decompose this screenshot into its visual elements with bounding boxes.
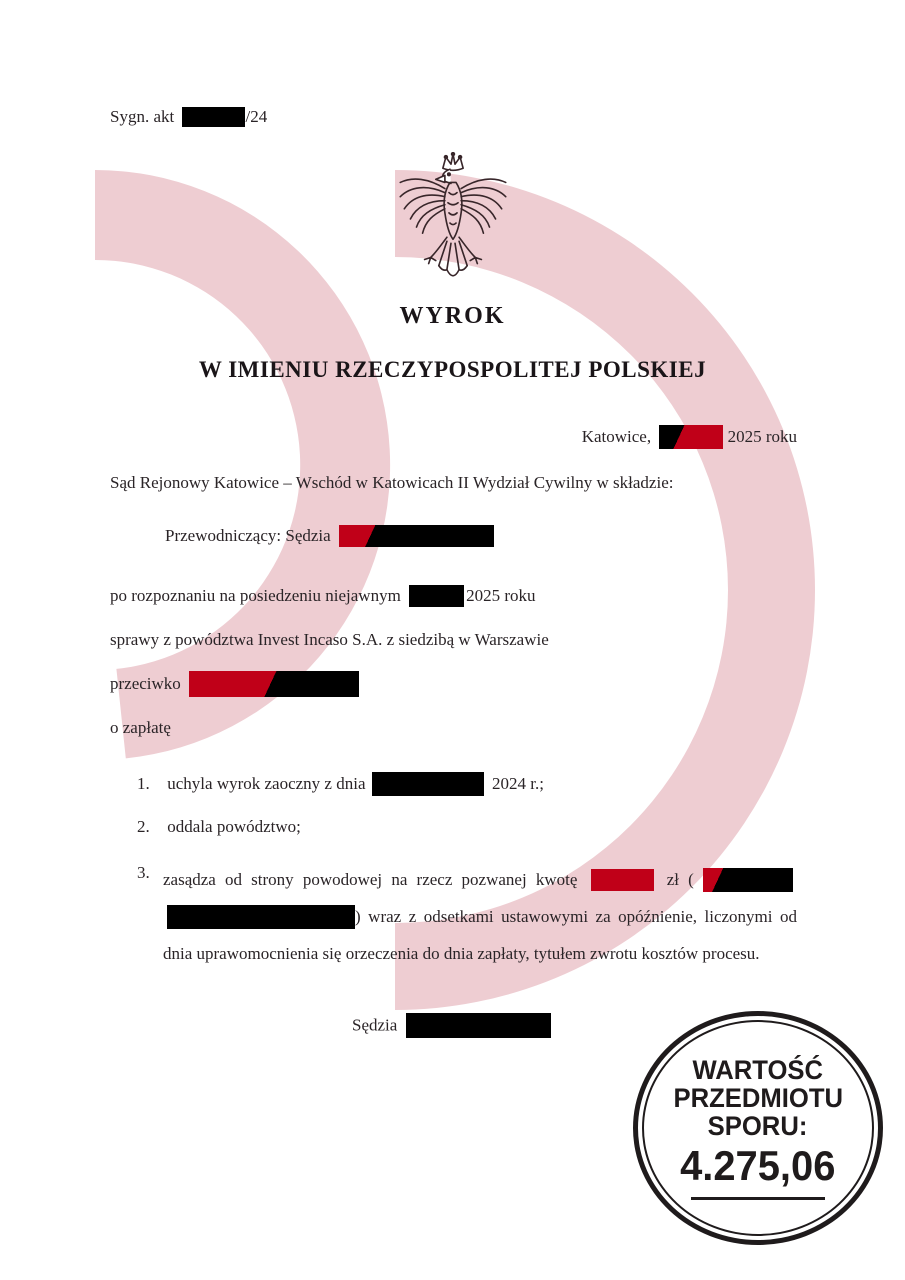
redaction-bar-amount-words-2 <box>167 905 355 929</box>
hearing-suffix: 2025 roku <box>466 586 536 605</box>
stamp-underline <box>691 1197 825 1200</box>
presiding-judge-line <box>165 526 498 548</box>
judge-label: Sędzia <box>352 1015 398 1035</box>
ruling3-part3: ) wraz z odsetkami ustawowymi za opóźnienie, liczonymi od dnia uprawomocnienia się orzeczenia do dnia zapłaty, tytułem zwrotu kosztów procesu. <box>163 907 797 963</box>
stamp-line-2: PRZEDMIOTU <box>673 1082 843 1113</box>
hearing-prefix: po rozpoznaniu na posiedzeniu niejawnym <box>110 586 401 605</box>
ruling-item-3 <box>137 861 799 972</box>
ruling-number: 3. <box>137 863 150 882</box>
claimant-line: sprawy z powództwa Invest Incaso S.A. z siedzibą w Warszawie <box>110 630 549 649</box>
case-number-prefix: Sygn. akt <box>110 107 175 126</box>
ruling-text-body <box>163 861 797 972</box>
place-date-prefix: Katowice, <box>581 426 652 446</box>
ruling-item-2 <box>137 817 301 837</box>
value-of-dispute-stamp <box>633 1011 883 1245</box>
eagle-left-wing <box>400 179 445 233</box>
ruling3-part2: zł ( <box>666 870 694 889</box>
ruling-number: 1. <box>137 773 150 793</box>
ruling-item-1 <box>137 773 544 797</box>
judge-signature-line <box>352 1014 555 1039</box>
place-date-line <box>582 426 797 450</box>
judgment-subtitle: W IMIENIU RZECZYPOSPOLITEJ POLSKIEJ <box>198 357 707 382</box>
redaction-bar-hearing-date <box>409 585 464 607</box>
ruling-number: 2. <box>137 817 150 836</box>
eagle-right-wing <box>461 179 506 233</box>
polish-eagle-emblem <box>392 152 514 292</box>
hearing-line <box>110 586 535 608</box>
court-line: Sąd Rejonowy Katowice – Wschód w Katowicach II Wydział Cywilny w składzie: <box>110 473 674 492</box>
case-number-line <box>110 107 267 128</box>
ruling3-part1: zasądza od strony powodowej na rzecz pozwanej kwotę <box>163 870 578 889</box>
redaction-bar-defendant <box>189 671 359 697</box>
redaction-bar-amount <box>591 869 654 891</box>
ruling-text: oddala powództwo; <box>167 817 301 836</box>
stamp-amount: 4.275,06 <box>680 1142 836 1190</box>
presiding-label: Przewodniczący: Sędzia <box>165 526 331 545</box>
subject-line: o zapłatę <box>110 718 171 737</box>
redaction-bar-case-number <box>182 107 245 127</box>
redaction-bar-ruling1-date <box>372 772 484 796</box>
eagle-beak <box>436 175 445 182</box>
judgment-title: WYROK <box>399 303 506 329</box>
against-label: przeciwko <box>110 673 181 693</box>
ruling-text-suffix: 2024 r.; <box>492 773 544 793</box>
redaction-bar-date <box>659 425 723 449</box>
eagle-body <box>444 182 462 239</box>
redaction-bar-presiding-judge <box>339 525 494 547</box>
redaction-bar-judge-name <box>406 1013 551 1038</box>
defendant-line <box>110 672 363 698</box>
place-date-suffix: 2025 roku <box>727 426 797 446</box>
ruling-text: uchyla wyrok zaoczny z dnia <box>167 773 366 793</box>
eagle-tail <box>439 241 467 269</box>
case-number-suffix: /24 <box>245 107 268 126</box>
stamp-line-1: WARTOŚĆ <box>692 1054 824 1085</box>
stamp-line-3: SPORU: <box>708 1110 808 1141</box>
redaction-bar-amount-words-1 <box>703 868 793 892</box>
